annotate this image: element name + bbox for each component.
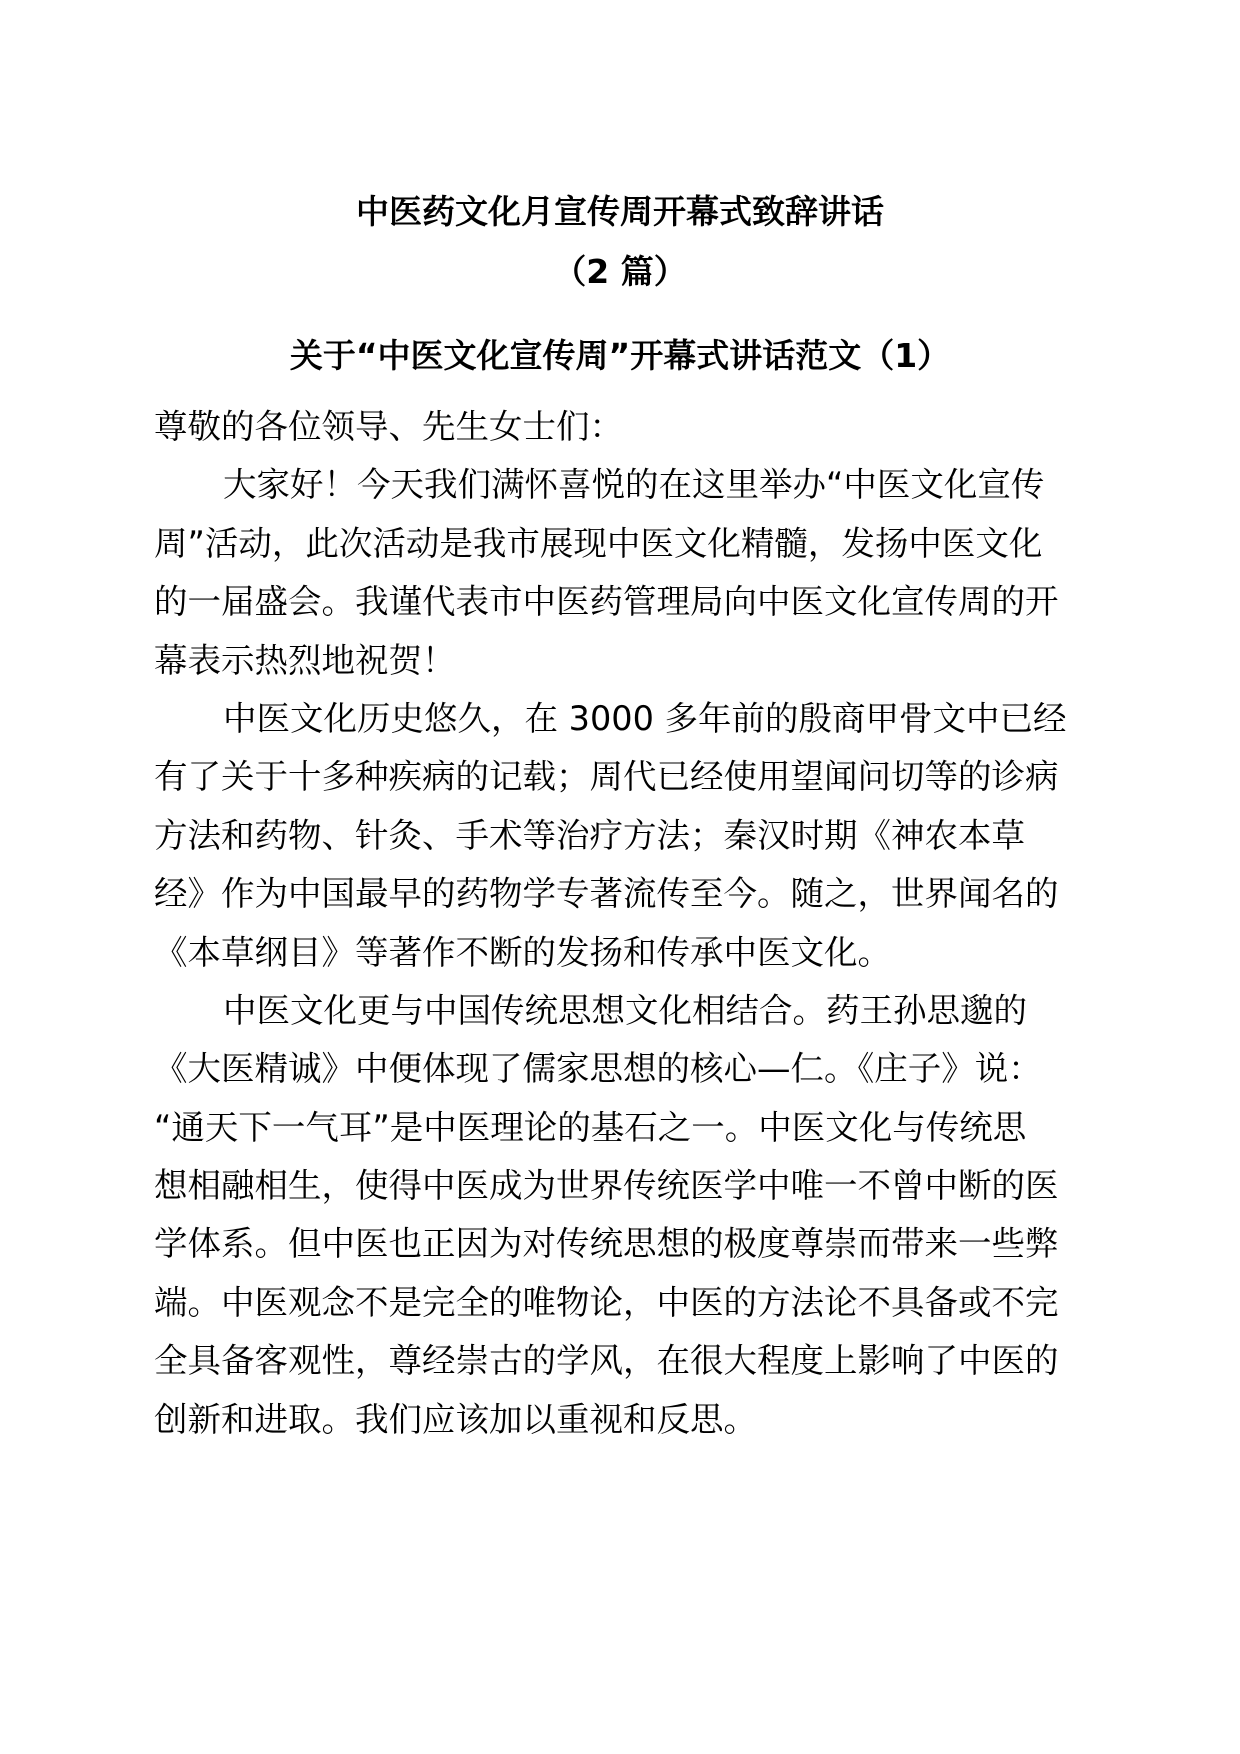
- paragraph-line: 中医文化历史悠久，在 3000 多年前的殷商甲骨文中已经: [223, 698, 1067, 738]
- paragraph-line: 《大医精诚》中便体现了儒家思想的核心—仁。《庄子》说：: [154, 1049, 1042, 1089]
- paragraph-line: 学体系。但中医也正因为对传统思想的极度尊崇而带来一些弊: [154, 1224, 1059, 1264]
- document-title: 中医药文化月宣传周开幕式致辞讲话: [356, 192, 884, 231]
- paragraph-line: 想相融相生，使得中医成为世界传统医学中唯一不曾中断的医: [154, 1166, 1059, 1206]
- paragraph-1: [154, 456, 1074, 690]
- paragraph-line: 端。中医观念不是完全的唯物论，中医的方法论不具备或不完: [154, 1282, 1059, 1322]
- paragraph-line: 的一届盛会。我谨代表市中医药管理局向中医文化宣传周的开: [154, 582, 1059, 622]
- paragraph-3: [154, 982, 1074, 1449]
- section-heading: 关于“中医文化宣传周”开幕式讲话范文（1）: [289, 336, 951, 375]
- paragraph-line: 创新和进取。我们应该加以重视和反思。: [154, 1399, 757, 1439]
- paragraph-line: 方法和药物、针灸、手术等治疗方法；秦汉时期《神农本草: [154, 815, 1025, 855]
- paragraph-line: 全具备客观性，尊经崇古的学风，在很大程度上影响了中医的: [154, 1341, 1059, 1381]
- paragraph-line: 幕表示热烈地祝贺！: [154, 640, 456, 680]
- paragraph-line: 周”活动，此次活动是我市展现中医文化精髓，发扬中医文化: [154, 523, 1043, 563]
- paragraph-2: [154, 690, 1074, 982]
- paragraph-line: 《本草纲目》等著作不断的发扬和传承中医文化。: [154, 932, 891, 972]
- paragraph-line: 有了关于十多种疾病的记载；周代已经使用望闻问切等的诊病: [154, 757, 1059, 797]
- document-title-count: （2 篇）: [553, 252, 687, 291]
- paragraph-line: 大家好！今天我们满怀喜悦的在这里举办“中医文化宣传: [223, 465, 1045, 505]
- paragraph-line: 中医文化更与中国传统思想文化相结合。药王孙思邈的: [223, 990, 1027, 1030]
- body-text: [154, 398, 1074, 1449]
- paragraph-line: 经》作为中国最早的药物学专著流传至今。随之，世界闻名的: [154, 874, 1059, 914]
- paragraph-line: “通天下一气耳”是中医理论的基石之一。中医文化与传统思: [154, 1107, 1027, 1147]
- salutation: 尊敬的各位领导、先生女士们：: [154, 407, 623, 446]
